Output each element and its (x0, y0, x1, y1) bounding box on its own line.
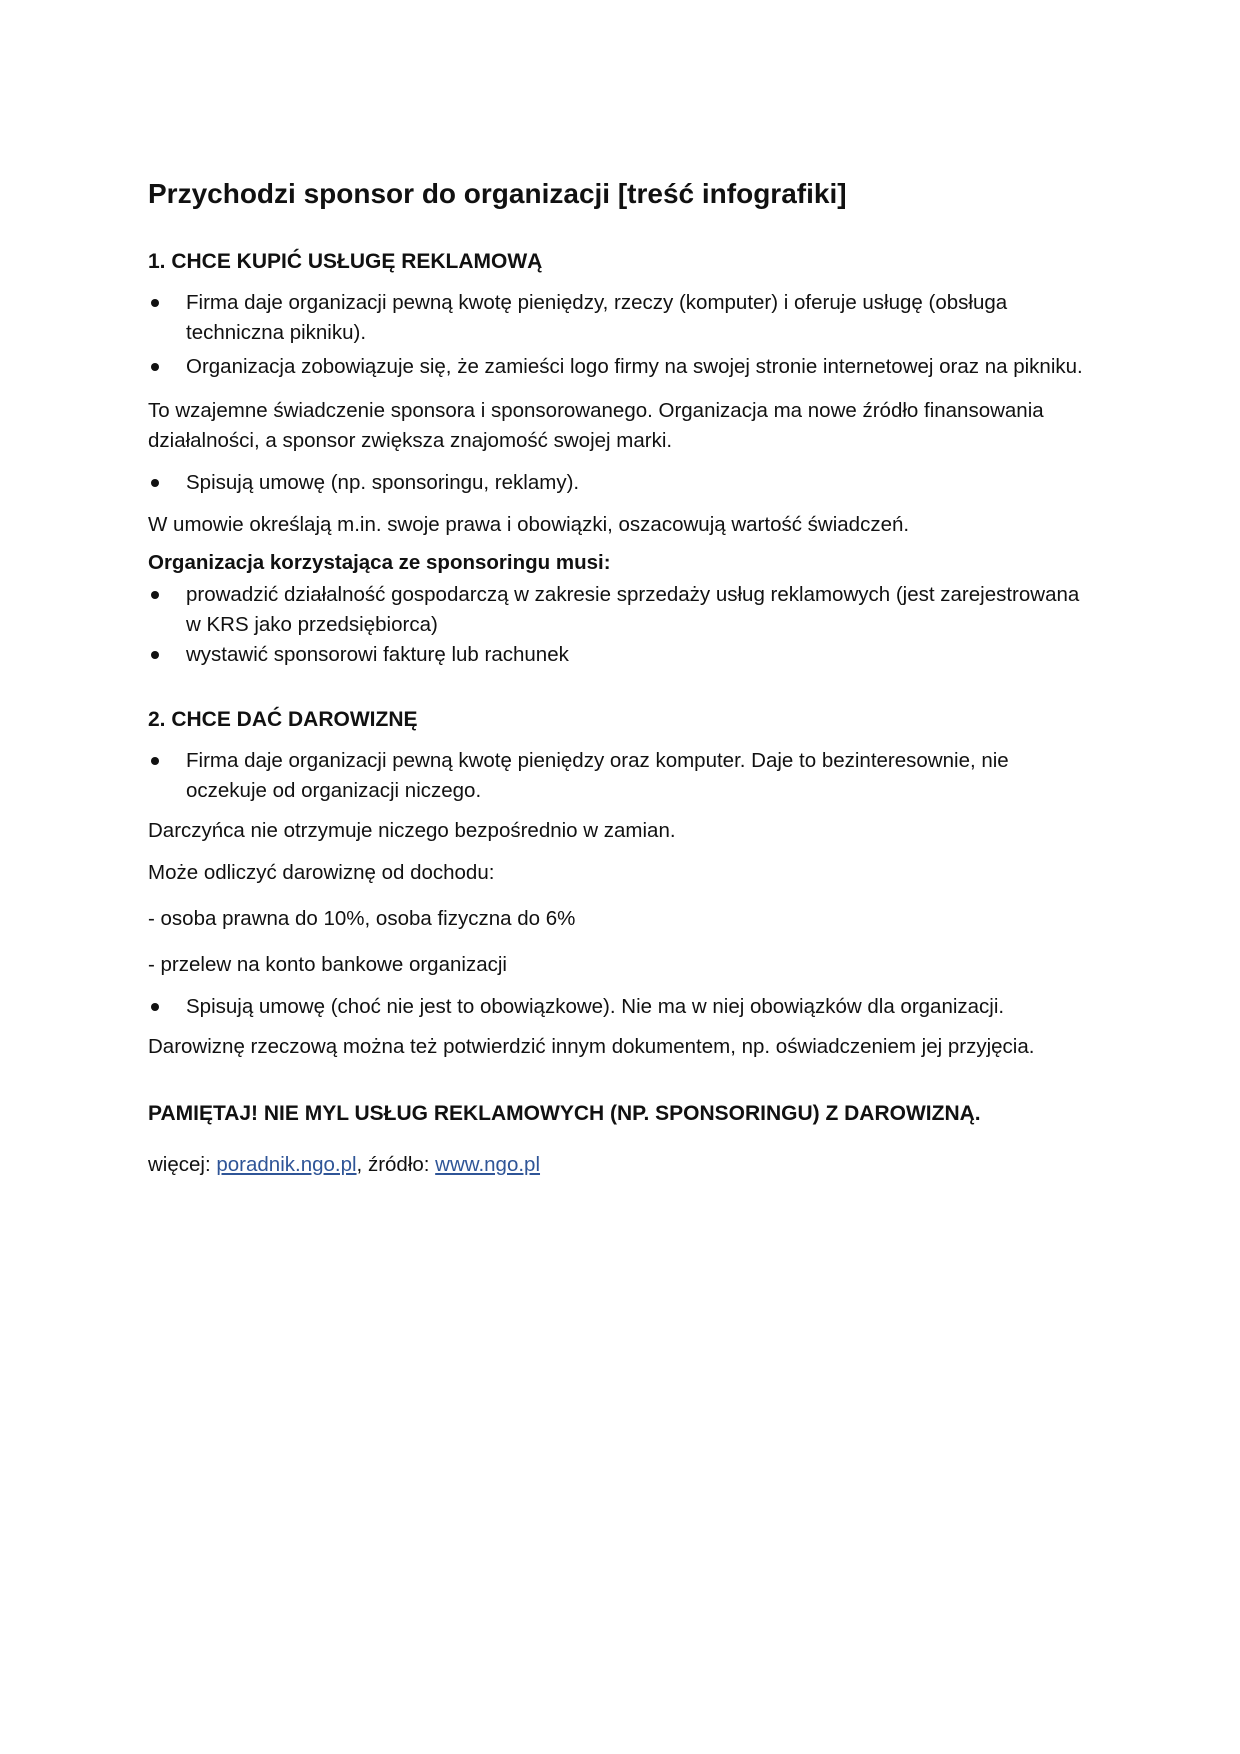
page-title: Przychodzi sponsor do organizacji [treść infografiki] (148, 178, 847, 209)
section1-bullets-c (148, 580, 1088, 670)
footer-more-label: więcej: (148, 1153, 217, 1176)
list-item (148, 288, 1088, 348)
list-item (148, 580, 1088, 640)
ngo-link[interactable]: www.ngo.pl (435, 1153, 541, 1176)
section2-paragraph-2: Może odliczyć darowiznę od dochodu: (148, 861, 495, 884)
list-item-text: Spisują umowę (choć nie jest to obowiązkowe). Nie ma w niej obowiązków dla organizacji. (186, 995, 1005, 1018)
section1-bullets-a (148, 288, 1088, 382)
section2-bullets-a (148, 746, 1088, 806)
list-item-text: Firma daje organizacji pewną kwotę pieniędzy oraz komputer. Daje to bezinteresownie, nie oczekuje od organizacji niczego. (186, 749, 1009, 802)
footer-source-label: , źródło: (356, 1153, 436, 1176)
section2-paragraph-1: Darczyńca nie otrzymuje niczego bezpośrednio w zamian. (148, 819, 676, 842)
list-item-text: Spisują umowę (np. sponsoringu, reklamy). (186, 471, 580, 494)
list-item-text: prowadzić działalność gospodarczą w zakresie sprzedaży usług reklamowych (jest zarejestrowana w KRS jako przedsiębiorca) (186, 583, 1080, 636)
section1-paragraph-1: To wzajemne świadczenie sponsora i sponsorowanego. Organizacja ma nowe źródło finansowania działalności, a sponsor zwiększa znajomość swojej marki. (148, 399, 1044, 452)
section2-paragraph-3: Darowiznę rzeczową można też potwierdzić innym dokumentem, np. oświadczeniem jej przyjęcia. (148, 1035, 1035, 1058)
alert-text: PAMIĘTAJ! NIE MYL USŁUG REKLAMOWYCH (NP. SPONSORINGU) Z DAROWIZNĄ. (148, 1102, 981, 1125)
section1-paragraph-2: W umowie określają m.in. swoje prawa i obowiązki, oszacowują wartość świadczeń. (148, 513, 910, 536)
list-item-text: Firma daje organizacji pewną kwotę pieniędzy, rzeczy (komputer) i oferuje usługę (obsługa techniczna pikniku). (186, 291, 1008, 344)
bullet-icon (151, 591, 159, 599)
section2-heading: 2. CHCE DAĆ DAROWIZNĘ (148, 708, 418, 731)
list-item (148, 640, 1088, 670)
document-page (148, 176, 1088, 1180)
bullet-icon (151, 757, 159, 765)
footer-links (148, 1150, 1088, 1180)
bullet-icon (151, 363, 159, 371)
poradnik-link[interactable]: poradnik.ngo.pl (216, 1153, 357, 1176)
section1-bold-label: Organizacja korzystająca ze sponsoringu musi: (148, 551, 611, 574)
bullet-icon (151, 299, 159, 307)
section2-dash-line-1: - osoba prawna do 10%, osoba fizyczna do 6% (148, 907, 576, 930)
section2-bullets-b (148, 992, 1088, 1022)
bullet-icon (151, 479, 159, 487)
section2-dash-line-2: - przelew na konto bankowe organizacji (148, 953, 507, 976)
list-item (148, 468, 1088, 498)
list-item (148, 352, 1088, 382)
list-item (148, 992, 1088, 1022)
section1-heading: 1. CHCE KUPIĆ USŁUGĘ REKLAMOWĄ (148, 250, 543, 273)
bullet-icon (151, 651, 159, 659)
section1-bullets-b (148, 468, 1088, 498)
list-item-text: wystawić sponsorowi fakturę lub rachunek (186, 643, 569, 666)
list-item-text: Organizacja zobowiązuje się, że zamieści logo firmy na swojej stronie internetowej oraz na pikniku. (186, 355, 1083, 378)
bullet-icon (151, 1003, 159, 1011)
list-item (148, 746, 1088, 806)
